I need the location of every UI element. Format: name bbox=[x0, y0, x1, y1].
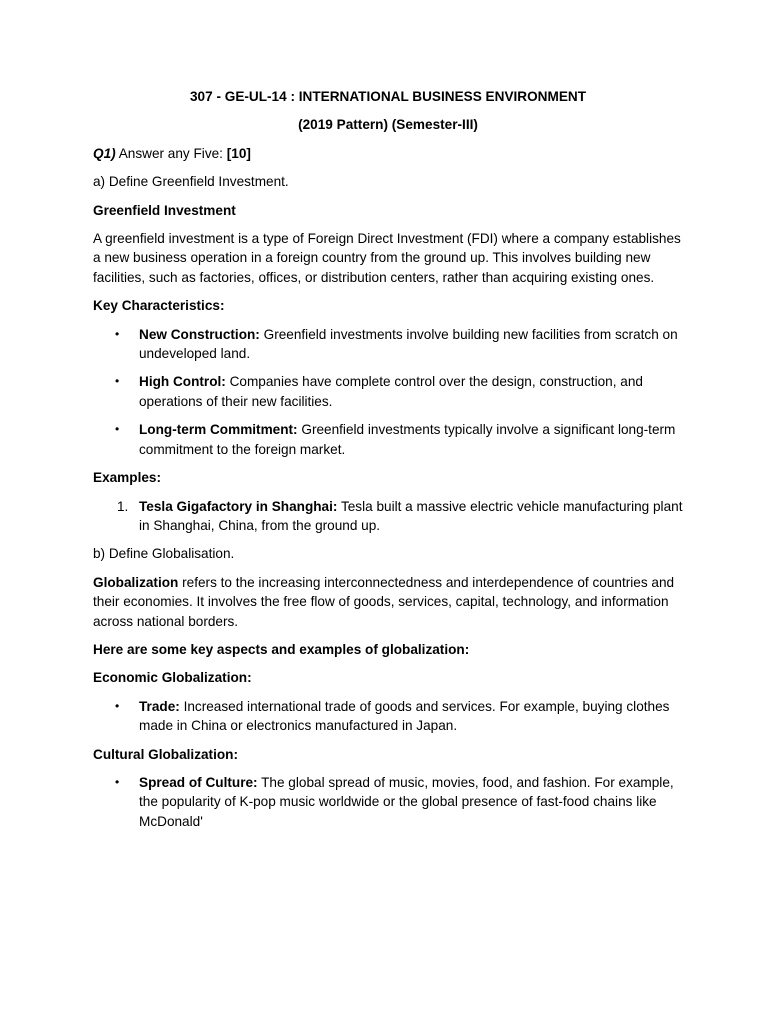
economic-list bbox=[93, 697, 683, 736]
item-term: Long-term Commitment: bbox=[139, 422, 298, 438]
definition-text: refers to the increasing interconnectedness and interdependence of countries and their economies. It involves the free flow of goods, services, capital, technology, and information across national borders. bbox=[93, 574, 675, 629]
question-line bbox=[93, 144, 683, 163]
item-text: Increased international trade of goods and services. For example, buying clothes made in China or electronics manufactured in Japan. bbox=[139, 698, 670, 734]
item-text: Greenfield investments involve building new facilities from scratch on undeveloped land. bbox=[139, 326, 678, 362]
examples-heading: Examples: bbox=[93, 470, 162, 486]
bullet-icon: • bbox=[115, 326, 120, 341]
item-text: Tesla built a massive electric vehicle manufacturing plant in Shanghai, China, from the ground up. bbox=[139, 498, 683, 533]
item-text: Companies have complete control over the design, construction, and operations of their new facilities. bbox=[139, 374, 643, 409]
item-term: High Control: bbox=[139, 374, 226, 390]
list-item bbox=[115, 697, 683, 736]
question-instruction: Answer any Five: bbox=[115, 145, 227, 161]
document-title: 307 - GE-UL-14 : INTERNATIONAL BUSINESS ENVIRONMENT bbox=[189, 89, 587, 104]
item-text: The global spread of music, movies, food, and fashion. For example, the popularity of K-pop music worldwide or the global presence of fast-food chains like McDonald' bbox=[139, 774, 674, 829]
question-marks: [10] bbox=[226, 145, 251, 161]
economic-heading: Economic Globalization: bbox=[93, 670, 252, 686]
list-item bbox=[115, 325, 683, 364]
bullet-icon: • bbox=[115, 422, 120, 437]
globalization-definition bbox=[93, 573, 683, 631]
item-term: Trade: bbox=[139, 698, 180, 714]
cultural-list bbox=[93, 773, 683, 831]
question-number: Q1) bbox=[93, 145, 116, 161]
bullet-icon: • bbox=[115, 774, 120, 789]
list-item bbox=[115, 372, 683, 411]
item-term: Spread of Culture: bbox=[139, 774, 258, 790]
list-item bbox=[117, 497, 683, 536]
aspects-heading: Here are some key aspects and examples of globalization: bbox=[93, 641, 470, 657]
examples-list bbox=[93, 497, 683, 536]
item-text: Greenfield investments typically involve a significant long-term commitment to the foreign market. bbox=[139, 422, 676, 457]
document-subtitle: (2019 Pattern) (Semester-III) bbox=[298, 117, 478, 133]
list-item bbox=[115, 420, 683, 459]
bullet-icon: • bbox=[115, 698, 120, 713]
item-term: New Construction: bbox=[139, 326, 260, 342]
characteristics-list bbox=[93, 325, 683, 459]
greenfield-definition: A greenfield investment is a type of Foreign Direct Investment (FDI) where a company establishes a new business operation in a foreign country from the ground up. This involves building new facilities, such as factories, offices, or distribution centers, rather than acquiring existing ones. bbox=[93, 231, 681, 285]
characteristics-heading: Key Characteristics: bbox=[93, 298, 225, 314]
greenfield-heading: Greenfield Investment bbox=[93, 202, 236, 218]
definition-term: Globalization bbox=[93, 574, 179, 590]
part-b-question: b) Define Globalisation. bbox=[93, 546, 235, 562]
item-number: 1. bbox=[117, 498, 129, 514]
cultural-heading: Cultural Globalization: bbox=[93, 746, 238, 762]
item-term: Tesla Gigafactory in Shanghai: bbox=[139, 498, 338, 514]
list-item bbox=[115, 773, 683, 831]
part-a-question: a) Define Greenfield Investment. bbox=[93, 174, 289, 190]
bullet-icon: • bbox=[115, 374, 120, 389]
document-content bbox=[93, 87, 683, 840]
